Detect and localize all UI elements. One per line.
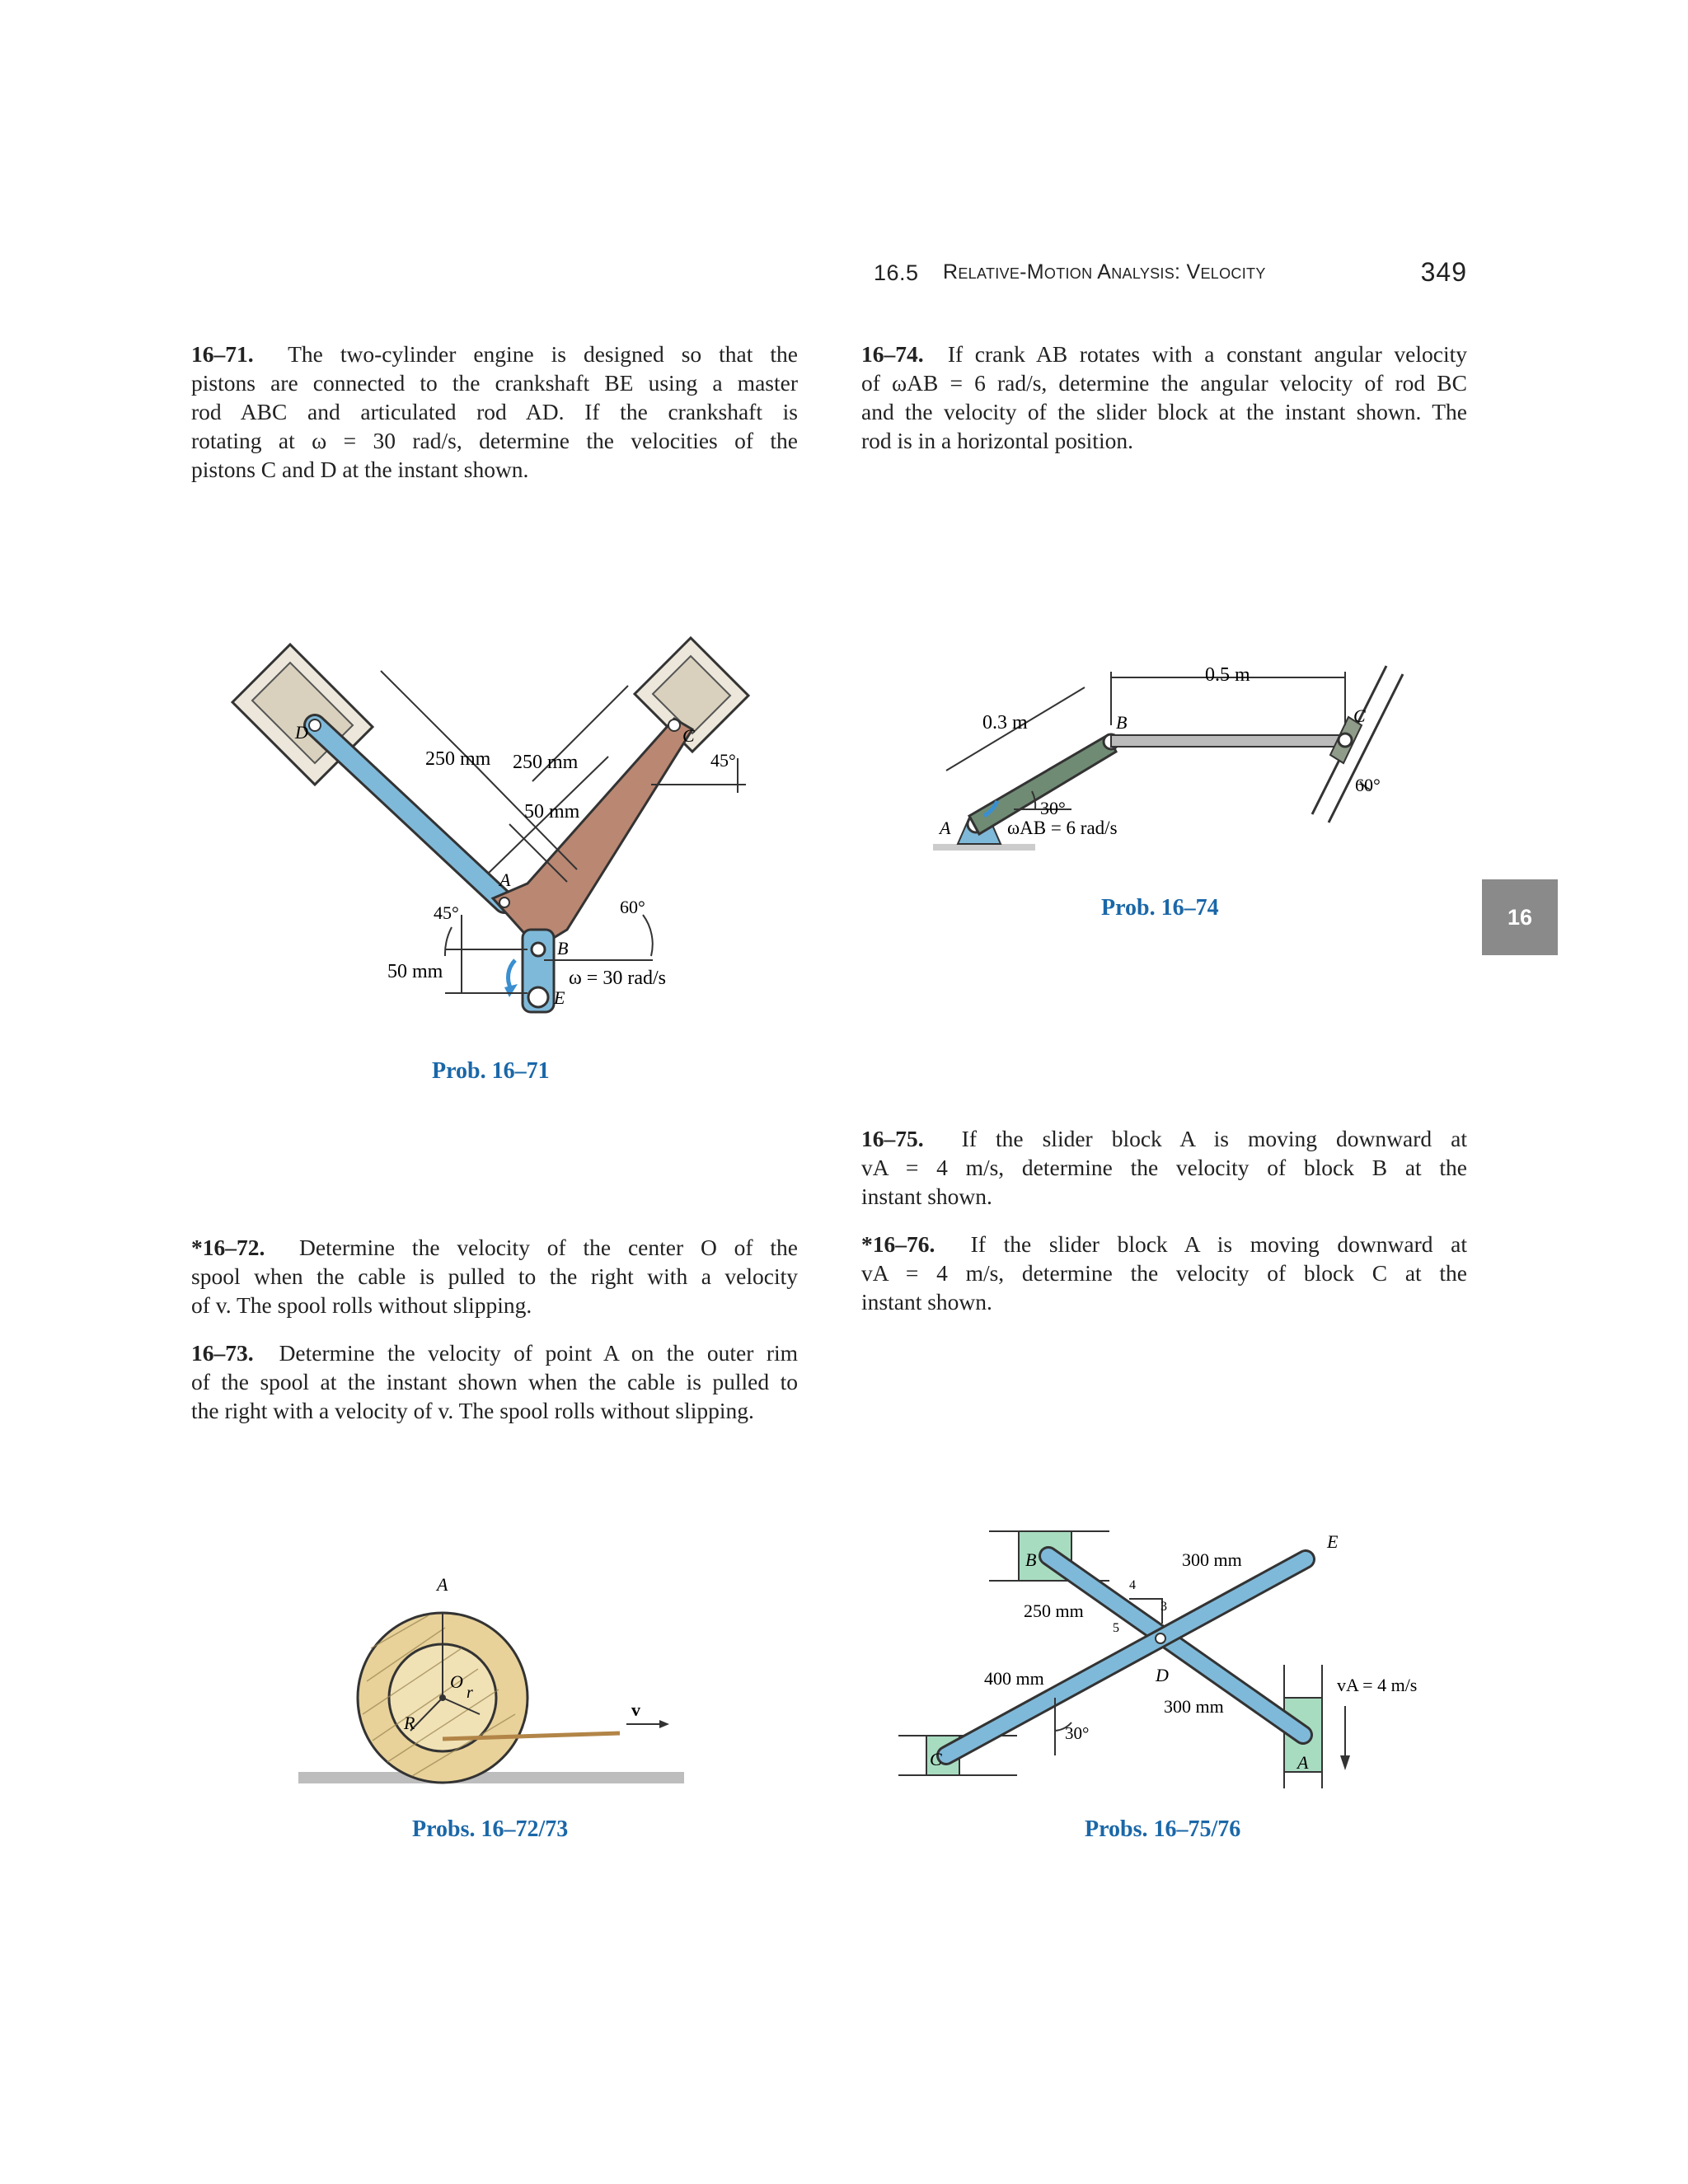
chapter-tab: 16 — [1482, 879, 1558, 955]
dim-50-top: 50 mm — [524, 801, 580, 823]
label-d: D — [1156, 1665, 1169, 1685]
label-r-inner: r — [467, 1684, 473, 1702]
figure-caption-16-74: Prob. 16–74 — [1101, 895, 1219, 921]
dim-250: 250 mm — [1024, 1601, 1084, 1621]
label-r-outer: R — [404, 1713, 415, 1733]
label-a: A — [499, 869, 511, 890]
slope-5: 5 — [1113, 1621, 1119, 1635]
problem-line: 16–75. If the slider block A is moving downward at — [861, 1126, 1467, 1151]
problem-number: 16–71. — [191, 341, 254, 367]
omega-ab: ωAB = 6 rad/s — [1007, 818, 1118, 838]
label-b: B — [1116, 712, 1128, 733]
problem-number: *16–72. — [191, 1235, 265, 1260]
figure-caption-16-71: Prob. 16–71 — [432, 1058, 550, 1084]
angle-30: 30° — [1040, 798, 1066, 818]
problem-line: instant shown. — [861, 1183, 992, 1209]
problem-number: 16–73. — [191, 1340, 254, 1366]
omega-label: ω = 30 rad/s — [569, 968, 666, 989]
len-ab: 0.3 m — [982, 712, 1028, 733]
label-v: v — [631, 1699, 640, 1720]
label-e: E — [554, 987, 565, 1008]
label-c: C — [930, 1749, 942, 1769]
label-a: A — [437, 1574, 448, 1595]
label-b: B — [1025, 1549, 1037, 1570]
label-d: D — [295, 722, 308, 743]
problem-line: vA = 4 m/s, determine the velocity of block B at the — [861, 1155, 1467, 1180]
dim-300-bottom: 300 mm — [1164, 1696, 1224, 1717]
label-c: C — [1353, 705, 1366, 726]
angle-45-right: 45° — [710, 750, 736, 771]
problem-line: rod ABC and articulated rod AD. If the crankshaft is — [191, 399, 798, 424]
problem-number: 16–75. — [861, 1126, 924, 1151]
dim-400: 400 mm — [984, 1668, 1044, 1689]
problem-line: *16–76. If the slider block A is moving downward at — [861, 1231, 1467, 1257]
dim-50-left: 50 mm — [387, 961, 443, 982]
problem-line: of the spool at the instant shown when the cable is pulled to — [191, 1369, 798, 1394]
page-number: 349 — [1420, 257, 1467, 287]
section-title: Relative-Motion Analysis: Velocity — [943, 260, 1266, 284]
figure-caption-16-72-73: Probs. 16–72/73 — [412, 1816, 569, 1842]
problem-line: spool when the cable is pulled to the right with a velocity — [191, 1263, 798, 1289]
problem-number: *16–76. — [861, 1231, 935, 1257]
label-c: C — [682, 725, 695, 746]
figure-caption-16-75-76: Probs. 16–75/76 — [1085, 1816, 1241, 1842]
problem-line: pistons C and D at the instant shown. — [191, 457, 529, 482]
angle-45-left: 45° — [434, 902, 459, 923]
label-e: E — [1327, 1531, 1339, 1552]
problem-line: of ωAB = 6 rad/s, determine the angular velocity of rod BC — [861, 370, 1467, 396]
problem-line: 16–73. Determine the velocity of point A on the outer rim — [191, 1340, 799, 1366]
slope-3: 3 — [1160, 1600, 1167, 1614]
velocity-va: vA = 4 m/s — [1337, 1675, 1418, 1695]
problem-line: and the velocity of the slider block at the instant shown. The — [861, 399, 1467, 424]
len-bc: 0.5 m — [1205, 664, 1250, 686]
problem-line: rod is in a horizontal position. — [861, 428, 1133, 453]
angle-60: 60° — [620, 897, 645, 917]
label-a: A — [1297, 1752, 1309, 1773]
section-number: 16.5 — [874, 260, 919, 285]
problem-line: instant shown. — [861, 1289, 992, 1315]
slope-4: 4 — [1129, 1578, 1136, 1592]
problem-line: rotating at ω = 30 rad/s, determine the velocities of the — [191, 428, 798, 453]
dim-250-right: 250 mm — [513, 752, 579, 773]
label-o: O — [450, 1671, 463, 1692]
problem-line: pistons are connected to the crankshaft BE using a master — [191, 370, 798, 396]
problem-line: *16–72. Determine the velocity of the center O of the — [191, 1235, 798, 1260]
dim-300-top: 300 mm — [1182, 1549, 1242, 1570]
label-b: B — [557, 938, 569, 958]
problem-line: 16–74. If crank AB rotates with a constant angular velocity — [861, 341, 1468, 367]
angle-60: 60° — [1355, 775, 1381, 795]
problem-line: 16–71. The two-cylinder engine is designed so that the — [191, 341, 798, 367]
dim-250-left: 250 mm — [425, 748, 491, 770]
problem-line: the right with a velocity of v. The spool rolls without slipping. — [191, 1398, 754, 1423]
angle-30: 30° — [1065, 1723, 1090, 1743]
label-a: A — [940, 818, 951, 838]
problem-line: vA = 4 m/s, determine the velocity of block C at the — [861, 1260, 1467, 1286]
problem-number: 16–74. — [861, 341, 924, 367]
problem-line: of v. The spool rolls without slipping. — [191, 1292, 532, 1318]
